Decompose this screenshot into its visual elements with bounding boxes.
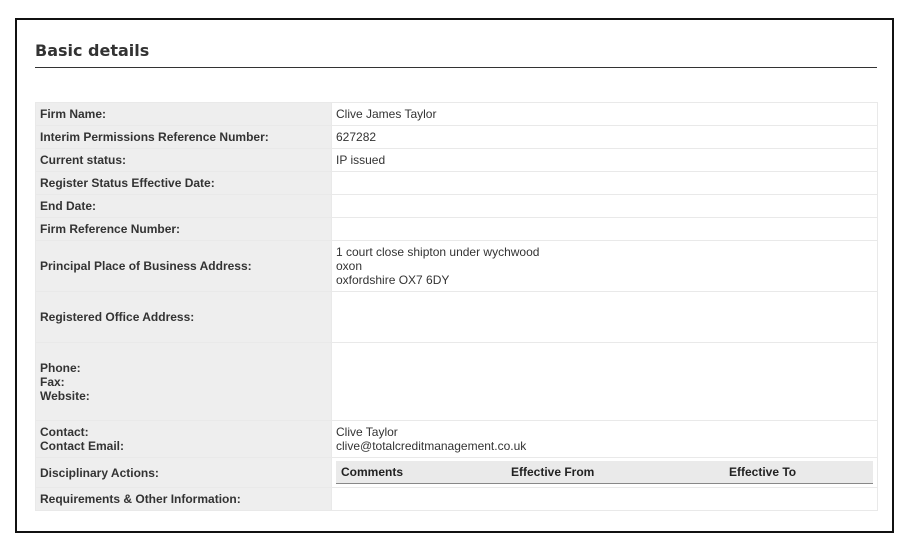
row-current-status <box>36 149 877 171</box>
row-firm-name <box>36 103 877 125</box>
row-phone-fax-website <box>36 343 877 420</box>
details-table <box>35 102 878 511</box>
row-end-date <box>36 195 877 217</box>
col-comments: Comments <box>336 461 506 484</box>
interim-ref-label: Interim Permissions Reference Number: <box>36 126 331 148</box>
website-label: Website: <box>40 388 90 403</box>
end-date-label: End Date: <box>36 195 331 217</box>
row-requirements <box>36 488 877 510</box>
firm-name-label: Firm Name: <box>36 103 331 125</box>
phone-label: Phone: <box>40 360 81 375</box>
contact-values <box>332 421 877 457</box>
interim-ref-value: 627282 <box>332 126 877 148</box>
contact-email: clive@totalcreditmanagement.co.uk <box>336 439 527 453</box>
disciplinary-header-row <box>336 461 873 484</box>
address-line-1: 1 court close shipton under wychwood <box>336 245 540 259</box>
current-status-value: IP issued <box>332 149 877 171</box>
contact-label: Contact: <box>40 425 89 439</box>
col-effective-from: Effective From <box>506 461 724 484</box>
row-interim-ref <box>36 126 877 148</box>
principal-address-label: Principal Place of Business Address: <box>36 241 331 291</box>
title-divider <box>35 67 877 68</box>
end-date-value <box>332 195 877 217</box>
register-status-date-label: Register Status Effective Date: <box>36 172 331 194</box>
disciplinary-label: Disciplinary Actions: <box>36 458 331 487</box>
basic-details-panel <box>15 18 894 533</box>
current-status-label: Current status: <box>36 149 331 171</box>
contact-name: Clive Taylor <box>336 425 398 439</box>
row-register-status-date <box>36 172 877 194</box>
row-firm-ref <box>36 218 877 240</box>
firm-ref-label: Firm Reference Number: <box>36 218 331 240</box>
contact-labels <box>36 421 331 457</box>
col-effective-to: Effective To <box>724 461 873 484</box>
row-registered-office <box>36 292 877 342</box>
principal-address-value <box>332 241 877 291</box>
section-title: Basic details <box>35 41 150 60</box>
phone-fax-website-labels <box>36 343 331 420</box>
address-line-2: oxon <box>336 259 363 273</box>
registered-office-label: Registered Office Address: <box>36 292 331 342</box>
disciplinary-actions-table <box>336 461 873 484</box>
contact-email-label: Contact Email: <box>40 439 125 453</box>
phone-fax-website-value <box>332 343 877 420</box>
address-line-3: oxfordshire OX7 6DY <box>336 273 450 287</box>
row-contact <box>36 421 877 457</box>
row-principal-address <box>36 241 877 291</box>
firm-name-value: Clive James Taylor <box>332 103 877 125</box>
fax-label: Fax: <box>40 374 65 389</box>
requirements-label: Requirements & Other Information: <box>36 488 331 510</box>
register-status-date-value <box>332 172 877 194</box>
registered-office-value <box>332 292 877 342</box>
firm-ref-value <box>332 218 877 240</box>
requirements-value <box>332 488 877 510</box>
row-disciplinary <box>36 458 877 487</box>
disciplinary-value <box>332 458 877 487</box>
